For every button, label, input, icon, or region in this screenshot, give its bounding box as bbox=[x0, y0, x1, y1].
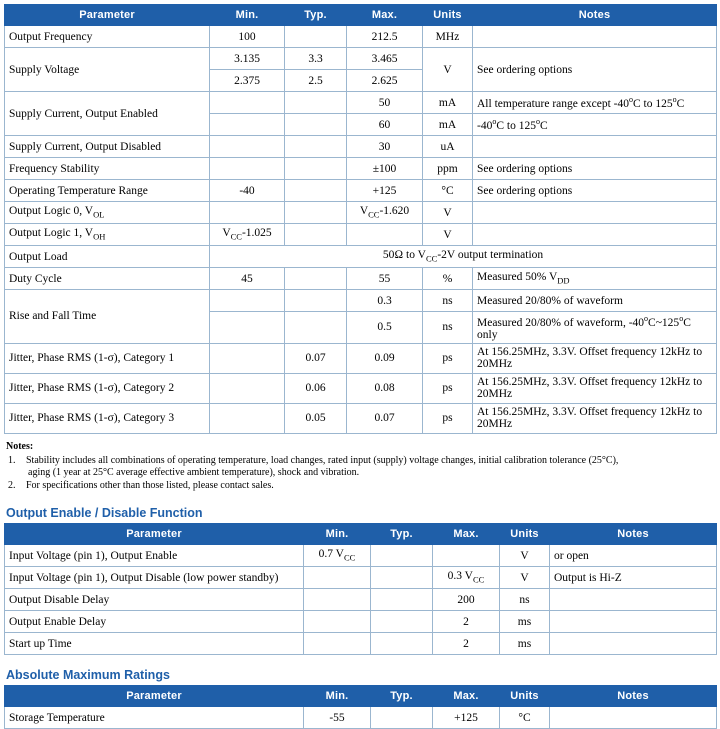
cell-units: % bbox=[423, 268, 473, 290]
cell-max: 60 bbox=[347, 114, 423, 136]
table-row bbox=[5, 633, 717, 655]
cell-notes: Output is Hi-Z bbox=[550, 567, 717, 589]
col-max: Max. bbox=[433, 686, 500, 707]
cell-max: $V_{CC}-1.620$ bbox=[347, 202, 423, 224]
col-max: Max. bbox=[433, 524, 500, 545]
cell-max: 2.625 bbox=[347, 70, 423, 92]
table-row bbox=[5, 589, 717, 611]
cell-min: -55 bbox=[304, 707, 371, 729]
cell-typ bbox=[285, 158, 347, 180]
table-row bbox=[5, 567, 717, 589]
footnote-item bbox=[6, 480, 714, 493]
table-row bbox=[5, 26, 717, 48]
cell-max: 30 bbox=[347, 136, 423, 158]
cell-typ bbox=[285, 136, 347, 158]
cell-notes bbox=[473, 202, 717, 224]
cell-max: 0.07 bbox=[347, 403, 423, 433]
col-max: Max. bbox=[347, 5, 423, 26]
cell-typ bbox=[285, 202, 347, 224]
cell-typ bbox=[285, 224, 347, 246]
cell-min bbox=[210, 158, 285, 180]
cell-units: °C bbox=[423, 180, 473, 202]
footnote-text: For specifications other than those listed, please contact sales. bbox=[26, 480, 274, 492]
table-row bbox=[5, 92, 717, 114]
table-row bbox=[5, 180, 717, 202]
table-row bbox=[5, 545, 717, 567]
cell-notes bbox=[550, 611, 717, 633]
cell-notes: See ordering options bbox=[473, 158, 717, 180]
cell-parameter: Output Logic 0, $V_{OL}$ bbox=[5, 202, 210, 224]
footnote-continuation: aging (1 year at 25°C average effective ambient temperature), shock and vibration. bbox=[28, 467, 360, 479]
table-header-row bbox=[5, 686, 717, 707]
table-row bbox=[5, 290, 717, 312]
col-parameter: Parameter bbox=[5, 5, 210, 26]
cell-max: 55 bbox=[347, 268, 423, 290]
cell-typ bbox=[285, 268, 347, 290]
cell-min: 0.7 $V_{CC}$ bbox=[304, 545, 371, 567]
cell-notes bbox=[550, 707, 717, 729]
col-parameter: Parameter bbox=[5, 686, 304, 707]
footnote-number: 1. bbox=[8, 454, 16, 466]
cell-parameter: Start up Time bbox=[5, 633, 304, 655]
cell-typ: 2.5 bbox=[285, 70, 347, 92]
cell-parameter: Output Load bbox=[5, 246, 210, 268]
cell-typ bbox=[371, 545, 433, 567]
cell-notes bbox=[473, 224, 717, 246]
cell-notes: Measured 20/80% of waveform bbox=[473, 290, 717, 312]
cell-parameter: Output Frequency bbox=[5, 26, 210, 48]
table-row bbox=[5, 246, 717, 268]
cell-max: 3.465 bbox=[347, 48, 423, 70]
col-min: Min. bbox=[304, 686, 371, 707]
col-units: Units bbox=[423, 5, 473, 26]
cell-max: 2 bbox=[433, 633, 500, 655]
footnote-item bbox=[6, 455, 714, 468]
table-row bbox=[5, 268, 717, 290]
col-units: Units bbox=[500, 686, 550, 707]
cell-notes: At 156.25MHz, 3.3V. Offset frequency 12kHz to 20MHz bbox=[473, 373, 717, 403]
cell-min bbox=[210, 403, 285, 433]
cell-parameter: Input Voltage (pin 1), Output Enable bbox=[5, 545, 304, 567]
cell-parameter: Frequency Stability bbox=[5, 158, 210, 180]
table-row bbox=[5, 224, 717, 246]
col-typ: Typ. bbox=[285, 5, 347, 26]
cell-min bbox=[210, 202, 285, 224]
cell-units: ms bbox=[500, 611, 550, 633]
cell-parameter: Operating Temperature Range bbox=[5, 180, 210, 202]
cell-max: 0.09 bbox=[347, 343, 423, 373]
footnotes bbox=[6, 441, 714, 493]
section-title-output-enable: Output Enable / Disable Function bbox=[6, 506, 203, 521]
cell-notes: Measured 20/80% of waveform, -40$^o$C~125$^o$C only bbox=[473, 312, 717, 344]
cell-notes: See ordering options bbox=[473, 48, 717, 92]
cell-max: 50 bbox=[347, 92, 423, 114]
cell-parameter: Rise and Fall Time bbox=[5, 290, 210, 344]
cell-min bbox=[304, 589, 371, 611]
cell-typ: 0.07 bbox=[285, 343, 347, 373]
absolute-maximum-ratings-table bbox=[4, 685, 717, 729]
cell-units: MHz bbox=[423, 26, 473, 48]
cell-typ bbox=[371, 589, 433, 611]
cell-notes bbox=[473, 136, 717, 158]
cell-typ: 0.06 bbox=[285, 373, 347, 403]
cell-units: ms bbox=[500, 633, 550, 655]
cell-min bbox=[210, 343, 285, 373]
cell-units: V bbox=[423, 224, 473, 246]
cell-parameter: Supply Voltage bbox=[5, 48, 210, 92]
cell-typ: 0.05 bbox=[285, 403, 347, 433]
cell-notes: See ordering options bbox=[473, 180, 717, 202]
cell-units: ns bbox=[500, 589, 550, 611]
cell-parameter: Duty Cycle bbox=[5, 268, 210, 290]
cell-units: ns bbox=[423, 290, 473, 312]
cell-units: °C bbox=[500, 707, 550, 729]
cell-max: +125 bbox=[347, 180, 423, 202]
cell-min bbox=[210, 114, 285, 136]
cell-max: 212.5 bbox=[347, 26, 423, 48]
table-row bbox=[5, 136, 717, 158]
cell-min: -40 bbox=[210, 180, 285, 202]
cell-spanned-value: 50Ω to $V_{CC}-2V$ output termination bbox=[210, 246, 717, 268]
cell-max: 2 bbox=[433, 611, 500, 633]
cell-notes: or open bbox=[550, 545, 717, 567]
cell-notes: -40$^o$C to 125$^o$C bbox=[473, 114, 717, 136]
cell-typ bbox=[285, 290, 347, 312]
cell-min bbox=[210, 92, 285, 114]
cell-max bbox=[347, 224, 423, 246]
cell-parameter: Jitter, Phase RMS (1-σ), Category 1 bbox=[5, 343, 210, 373]
cell-units: ps bbox=[423, 373, 473, 403]
col-notes: Notes bbox=[550, 524, 717, 545]
cell-min bbox=[304, 633, 371, 655]
cell-units: V bbox=[500, 567, 550, 589]
col-notes: Notes bbox=[550, 686, 717, 707]
cell-min bbox=[210, 312, 285, 344]
cell-min: 3.135 bbox=[210, 48, 285, 70]
cell-min bbox=[304, 611, 371, 633]
cell-typ: 3.3 bbox=[285, 48, 347, 70]
col-notes: Notes bbox=[473, 5, 717, 26]
cell-max: 0.3 $V_{CC}$ bbox=[433, 567, 500, 589]
cell-units: uA bbox=[423, 136, 473, 158]
cell-parameter: Jitter, Phase RMS (1-σ), Category 3 bbox=[5, 403, 210, 433]
col-parameter: Parameter bbox=[5, 524, 304, 545]
cell-max: +125 bbox=[433, 707, 500, 729]
cell-min bbox=[210, 290, 285, 312]
cell-min bbox=[304, 567, 371, 589]
cell-units: V bbox=[423, 202, 473, 224]
cell-min bbox=[210, 136, 285, 158]
cell-parameter: Jitter, Phase RMS (1-σ), Category 2 bbox=[5, 373, 210, 403]
col-min: Min. bbox=[304, 524, 371, 545]
cell-units: mA bbox=[423, 114, 473, 136]
cell-parameter: Supply Current, Output Enabled bbox=[5, 92, 210, 136]
table-row bbox=[5, 158, 717, 180]
cell-max: 0.5 bbox=[347, 312, 423, 344]
table-header-row bbox=[5, 5, 717, 26]
cell-units: ppm bbox=[423, 158, 473, 180]
col-typ: Typ. bbox=[371, 686, 433, 707]
col-units: Units bbox=[500, 524, 550, 545]
cell-parameter: Output Disable Delay bbox=[5, 589, 304, 611]
cell-min: $V_{CC}-1.025$ bbox=[210, 224, 285, 246]
table-header-row bbox=[5, 524, 717, 545]
col-typ: Typ. bbox=[371, 524, 433, 545]
table-row bbox=[5, 202, 717, 224]
cell-notes bbox=[473, 26, 717, 48]
footnote-text: Stability includes all combinations of operating temperature, load changes, rated input (supply) voltage changes, initial calibration tolerance (25°C), bbox=[26, 454, 619, 466]
electrical-specifications-table bbox=[4, 4, 717, 434]
cell-parameter: Supply Current, Output Disabled bbox=[5, 136, 210, 158]
cell-min: 45 bbox=[210, 268, 285, 290]
cell-max bbox=[433, 545, 500, 567]
cell-units: ps bbox=[423, 343, 473, 373]
cell-min: 100 bbox=[210, 26, 285, 48]
cell-typ bbox=[285, 312, 347, 344]
cell-max: ±100 bbox=[347, 158, 423, 180]
cell-parameter: Input Voltage (pin 1), Output Disable (low power standby) bbox=[5, 567, 304, 589]
cell-max: 0.3 bbox=[347, 290, 423, 312]
cell-parameter: Output Logic 1, $V_{OH}$ bbox=[5, 224, 210, 246]
cell-units: mA bbox=[423, 92, 473, 114]
table-row bbox=[5, 48, 717, 70]
output-enable-table bbox=[4, 523, 717, 655]
cell-units: ps bbox=[423, 403, 473, 433]
cell-max: 0.08 bbox=[347, 373, 423, 403]
cell-notes: At 156.25MHz, 3.3V. Offset frequency 12kHz to 20MHz bbox=[473, 403, 717, 433]
cell-parameter: Storage Temperature bbox=[5, 707, 304, 729]
cell-min: 2.375 bbox=[210, 70, 285, 92]
table-row bbox=[5, 707, 717, 729]
cell-parameter: Output Enable Delay bbox=[5, 611, 304, 633]
cell-max: 200 bbox=[433, 589, 500, 611]
cell-typ bbox=[285, 92, 347, 114]
footnotes-title: Notes: bbox=[6, 440, 34, 452]
table-row bbox=[5, 343, 717, 373]
cell-typ bbox=[285, 180, 347, 202]
cell-units: V bbox=[500, 545, 550, 567]
section-title-absolute-max: Absolute Maximum Ratings bbox=[6, 668, 170, 683]
cell-notes: At 156.25MHz, 3.3V. Offset frequency 12kHz to 20MHz bbox=[473, 343, 717, 373]
cell-typ bbox=[371, 633, 433, 655]
cell-units: V bbox=[423, 48, 473, 92]
cell-notes: All temperature range except -40$^o$C to 125$^o$C bbox=[473, 92, 717, 114]
cell-units: ns bbox=[423, 312, 473, 344]
table-row bbox=[5, 403, 717, 433]
cell-notes bbox=[550, 589, 717, 611]
cell-min bbox=[210, 373, 285, 403]
table-row bbox=[5, 373, 717, 403]
footnote-number: 2. bbox=[8, 480, 16, 492]
cell-notes: Measured 50% $V_{DD}$ bbox=[473, 268, 717, 290]
cell-typ bbox=[285, 114, 347, 136]
cell-typ bbox=[371, 567, 433, 589]
col-min: Min. bbox=[210, 5, 285, 26]
cell-notes bbox=[550, 633, 717, 655]
cell-typ bbox=[371, 611, 433, 633]
cell-typ bbox=[371, 707, 433, 729]
cell-typ bbox=[285, 26, 347, 48]
table-row bbox=[5, 611, 717, 633]
